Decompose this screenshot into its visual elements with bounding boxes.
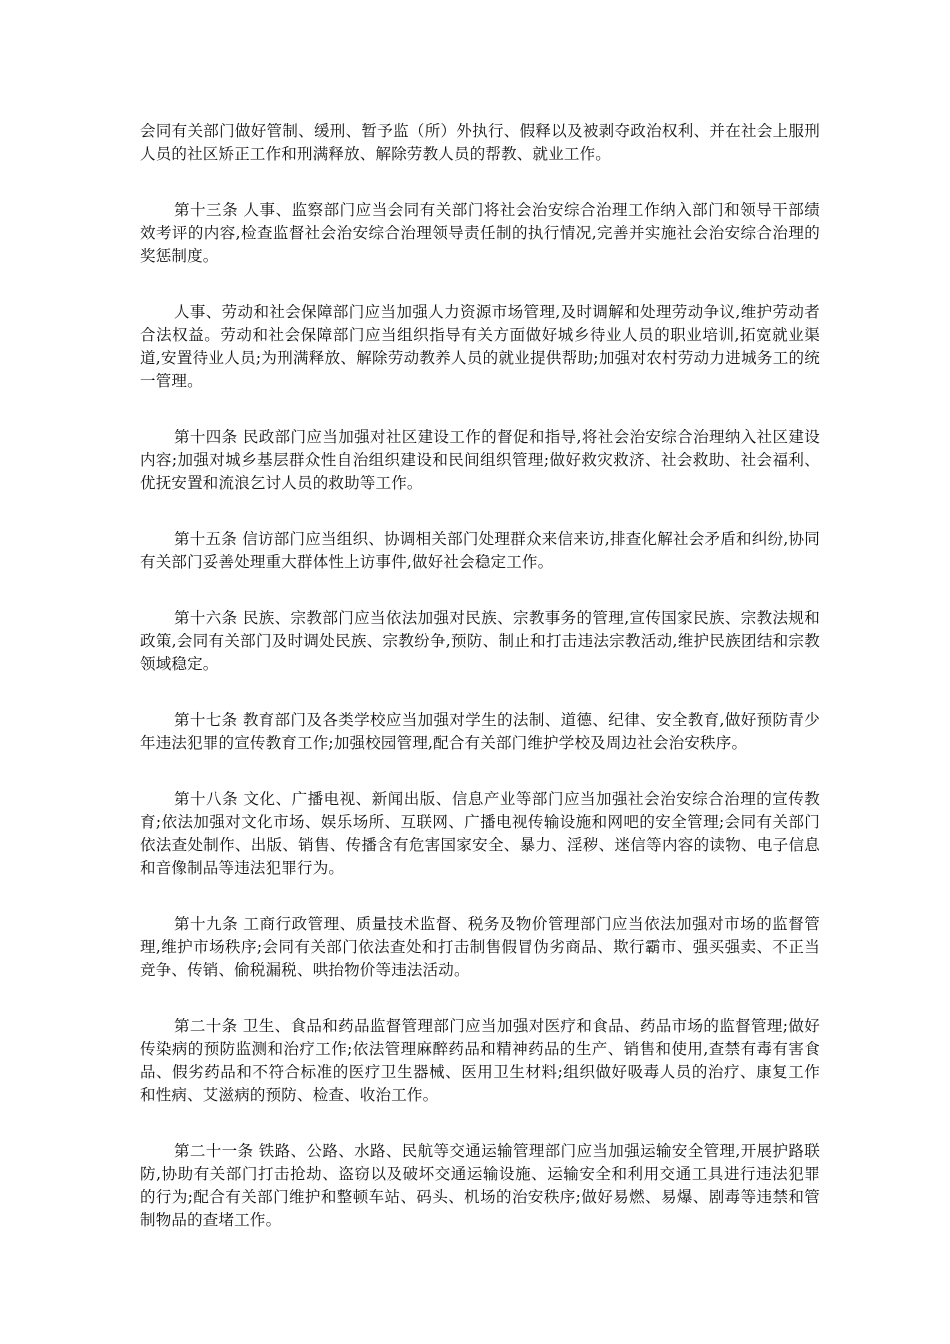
- paragraph-continuation: 会同有关部门做好管制、缓刑、暂予监（所）外执行、假释以及被剥夺政治权利、并在社会上服刑人员的社区矫正工作和刑满释放、解除劳教人员的帮教、就业工作。: [140, 122, 820, 163]
- paragraph-article-13-continued: 人事、劳动和社会保障部门应当加强人力资源市场管理,及时调解和处理劳动争议,维护劳动者合法权益。劳动和社会保障部门应当组织指导有关方面做好城乡待业人员的职业培训,拓宽就业渠道,安置待业人员;为刑满释放、解除劳动教养人员的就业提供帮助;加强对农村劳动力进城务工的统一管理。: [140, 303, 820, 390]
- paragraph-article-20: 第二十条 卫生、食品和药品监督管理部门应当加强对医疗和食品、药品市场的监督管理;做好传染病的预防监测和治疗工作;依法管理麻醉药品和精神药品的生产、销售和使用,查禁有毒有害食品、假劣药品和不符合标准的医疗卫生器械、医用卫生材料;组织做好吸毒人员的治疗、康复工作和性病、艾滋病的预防、检查、收治工作。: [140, 1017, 820, 1104]
- paragraph-article-19: 第十九条 工商行政管理、质量技术监督、税务及物价管理部门应当依法加强对市场的监督管理,维护市场秩序;会同有关部门依法查处和打击制售假冒伪劣商品、欺行霸市、强买强卖、不正当竞争、传销、偷税漏税、哄抬物价等违法活动。: [140, 915, 820, 979]
- paragraph-article-18: 第十八条 文化、广播电视、新闻出版、信息产业等部门应当加强社会治安综合治理的宣传教育;依法加强对文化市场、娱乐场所、互联网、广播电视传输设施和网吧的安全管理;会同有关部门依法查处制作、出版、销售、传播含有危害国家安全、暴力、淫秽、迷信等内容的读物、电子信息和音像制品等违法犯罪行为。: [140, 790, 820, 877]
- paragraph-article-15: 第十五条 信访部门应当组织、协调相关部门处理群众来信来访,排查化解社会矛盾和纠纷,协同有关部门妥善处理重大群体性上访事件,做好社会稳定工作。: [140, 530, 820, 571]
- paragraph-article-16: 第十六条 民族、宗教部门应当依法加强对民族、宗教事务的管理,宣传国家民族、宗教法规和政策,会同有关部门及时调处民族、宗教纷争,预防、制止和打击违法宗教活动,维护民族团结和宗教领域稳定。: [140, 609, 820, 673]
- paragraph-article-17: 第十七条 教育部门及各类学校应当加强对学生的法制、道德、纪律、安全教育,做好预防青少年违法犯罪的宣传教育工作;加强校园管理,配合有关部门维护学校及周边社会治安秩序。: [140, 711, 820, 752]
- paragraph-article-13: 第十三条 人事、监察部门应当会同有关部门将社会治安综合治理工作纳入部门和领导干部绩效考评的内容,检查监督社会治安综合治理领导责任制的执行情况,完善并实施社会治安综合治理的奖惩制度。: [140, 201, 820, 265]
- document-page: [140, 120, 820, 1265]
- paragraph-article-14: 第十四条 民政部门应当加强对社区建设工作的督促和指导,将社会治安综合治理纳入社区建设内容;加强对城乡基层群众性自治组织建设和民间组织管理;做好救灾救济、社会救助、社会福利、优抚安置和流浪乞讨人员的救助等工作。: [140, 428, 820, 492]
- paragraph-article-21: 第二十一条 铁路、公路、水路、民航等交通运输管理部门应当加强运输安全管理,开展护路联防,协助有关部门打击抢劫、盗窃以及破坏交通运输设施、运输安全和利用交通工具进行违法犯罪的行为;配合有关部门维护和整顿车站、码头、机场的治安秩序;做好易燃、易爆、剧毒等违禁和管制物品的查堵工作。: [140, 1142, 820, 1229]
